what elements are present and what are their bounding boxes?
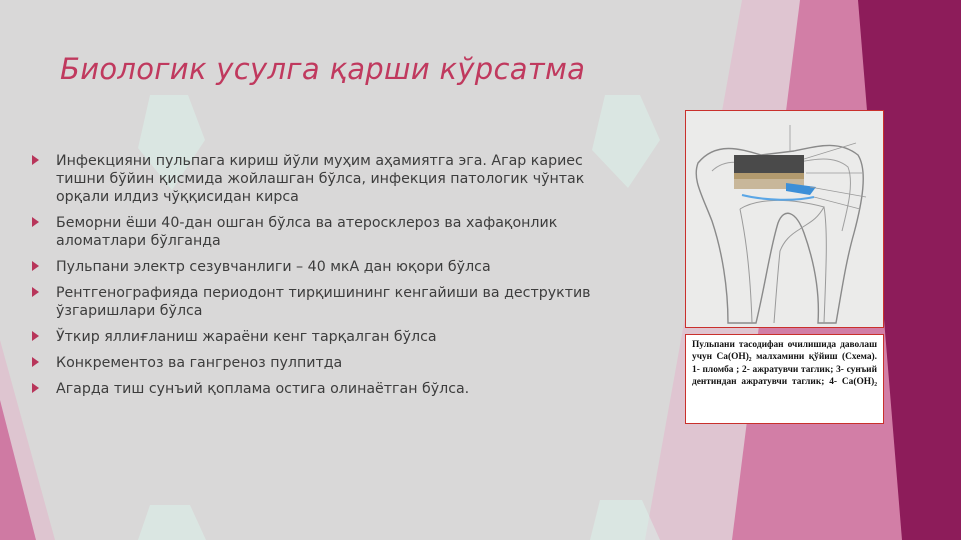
- figure-caption: Пульпани тасодифан очилишида даволаш учун Са(ОН)₂ малхамини қўйиш (Схема). 1- пломба ; 2- ажратувчи таглик; 3- сунъий дентиндан ажратувчи таглик; 4- Са(ОН)₂: [685, 334, 884, 424]
- slide-title: Биологик усулга қарши кўрсатма: [60, 52, 586, 86]
- tooth-diagram: [685, 110, 884, 328]
- bullet-arrow-icon: [32, 357, 39, 367]
- bullet-text: Беморни ёши 40-дан ошган бўлса ва атеросклероз ва хафақонлик аломатлари бўлганда: [56, 215, 558, 249]
- tooth-illustration: [686, 111, 883, 327]
- bullet-arrow-icon: [32, 261, 39, 271]
- bullet-text: Инфекцияни пульпага кириш йўли муҳим аҳамиятга эга. Агар кариес тишни бўйин қисмида жойлашган бўлса, инфекция патологик чўнтак орқали илдиз чўққисидан кирса: [56, 153, 585, 205]
- bullet-arrow-icon: [32, 155, 39, 165]
- bullet-arrow-icon: [32, 287, 39, 297]
- bullet-text: Рентгенографияда периодонт тирқишининг кенгайиши ва деструктив ўзгаришлари бўлса: [56, 285, 591, 319]
- bullet-text: Агарда тиш сунъий қоплама остига олинаётган бўлса.: [56, 381, 470, 397]
- bullet-item: [32, 258, 622, 276]
- bullet-item: [32, 214, 622, 250]
- bullet-text: Пульпани электр сезувчанлиги – 40 мкА дан юқори бўлса: [56, 259, 491, 275]
- bullet-text: Ўткир яллиғланиш жараёни кенг тарқалган бўлса: [56, 329, 437, 345]
- bullet-arrow-icon: [32, 217, 39, 227]
- bullet-item: [32, 380, 622, 398]
- bullet-item: [32, 152, 622, 206]
- bullet-list: [32, 152, 622, 406]
- bullet-arrow-icon: [32, 331, 39, 341]
- bullet-text: Конкрементоз ва гангреноз пулпитда: [56, 355, 343, 371]
- bullet-item: [32, 354, 622, 372]
- bullet-item: [32, 284, 622, 320]
- bullet-item: [32, 328, 622, 346]
- bullet-arrow-icon: [32, 383, 39, 393]
